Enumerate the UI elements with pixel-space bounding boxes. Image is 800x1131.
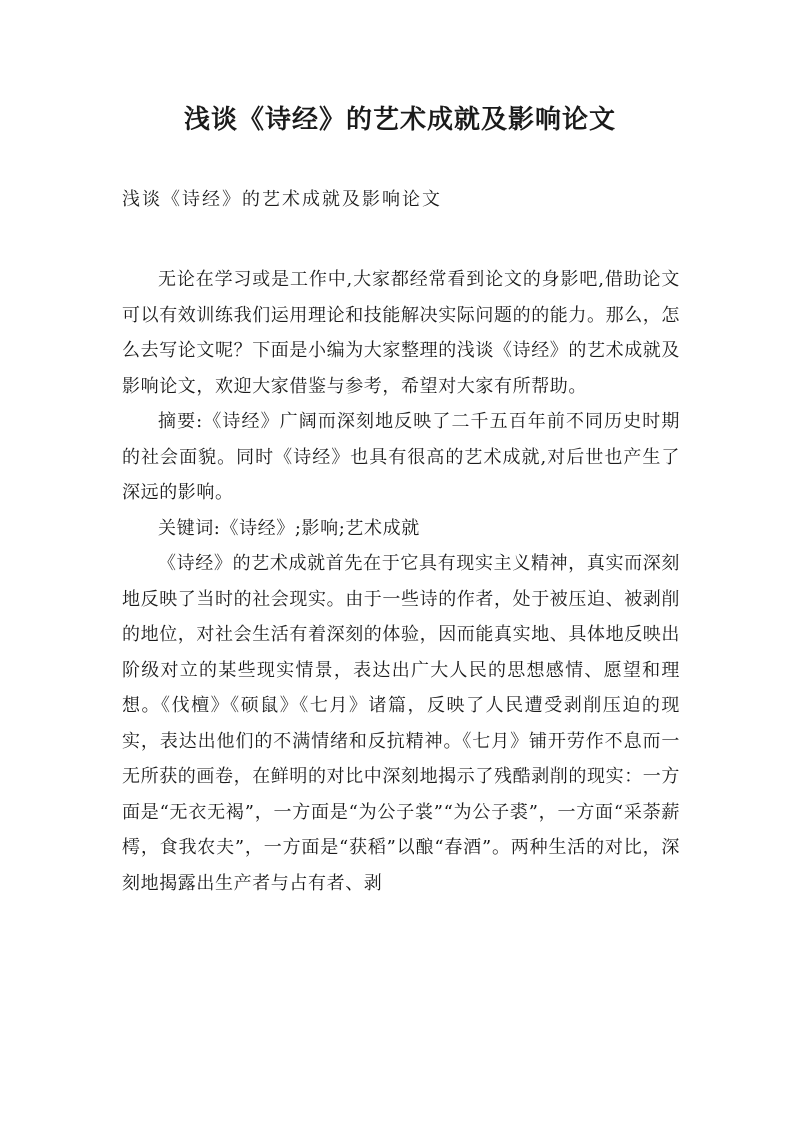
paragraph-keywords: 关键词:《诗经》;影响;艺术成就 — [158, 517, 420, 539]
document-subtitle: 浅谈《诗经》的艺术成就及影响论文 — [122, 189, 442, 210]
paragraph-intro: 无论在学习或是工作中,大家都经常看到论文的身影吧,借助论文可以有效训练我们运用理论和技能解决实际问题的的能力。那么，怎么去写论文呢？下面是小编为大家整理的浅谈《诗经》的艺术成就及影响论文，欢迎大家借鉴与参考，希望对大家有所帮助。 — [122, 269, 680, 397]
document-body — [122, 262, 680, 901]
paragraph-abstract: 摘要:《诗经》广阔而深刻地反映了二千五百年前不同历史时期的社会面貌。同时《诗经》也具有很高的艺术成就,对后世也产生了深远的影响。 — [122, 411, 680, 503]
document-title: 浅谈《诗经》的艺术成就及影响论文 — [183, 105, 616, 135]
paragraph-main: 《诗经》的艺术成就首先在于它具有现实主义精神，真实而深刻地反映了当时的社会现实。由于一些诗的作者，处于被压迫、被剥削的地位，对社会生活有着深刻的体验，因而能真实地、具体地反映出阶级对立的某些现实情景，表达出广大人民的思想感情、愿望和理想。《伐檀》《硕鼠》《七月》诸篇，反映了人民遭受剥削压迫的现实，表达出他们的不满情绪和反抗精神。《七月》铺开劳作不息而一无所获的画卷，在鲜明的对比中深刻地揭示了残酷剥削的现实：一方面是“无衣无褐”，一方面是“为公子裳”“为公子裘”，一方面“采荼薪樗，食我农夫”，一方面是“获稻”以酿“春酒”。两种生活的对比，深刻地揭露出生产者与占有者、剥 — [122, 553, 680, 894]
